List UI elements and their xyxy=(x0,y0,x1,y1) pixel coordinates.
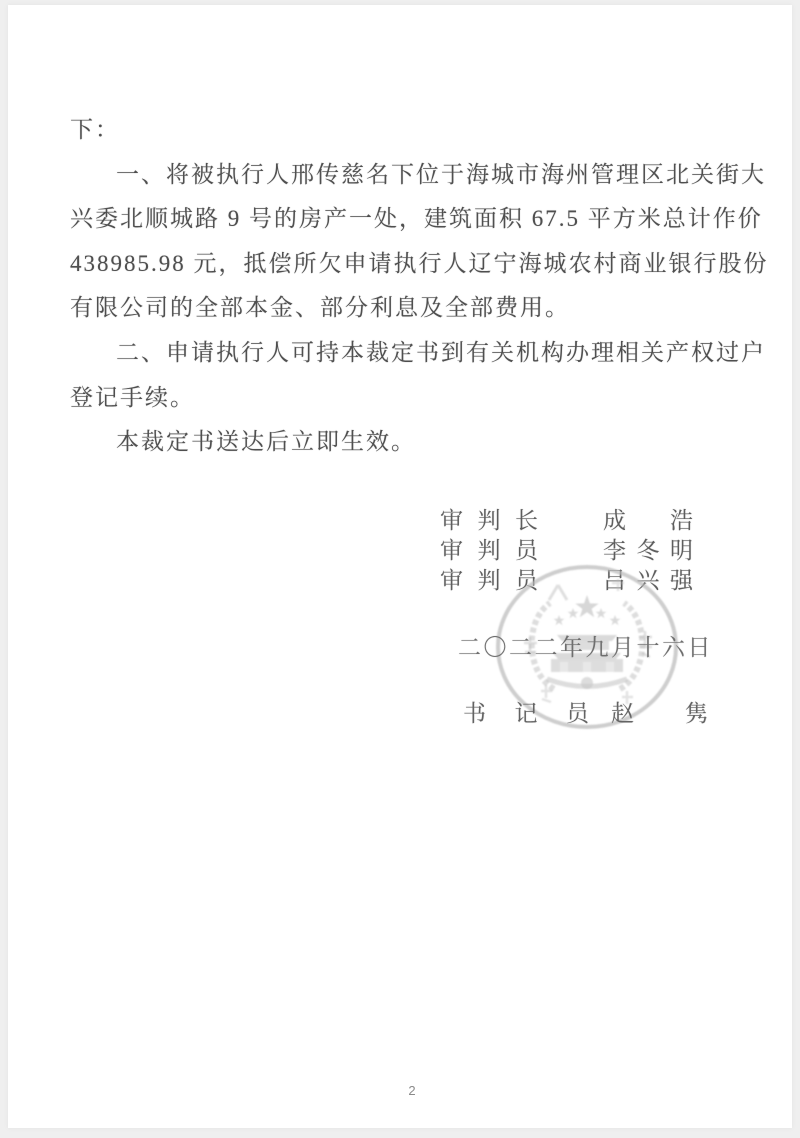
body-line: 登记手续。 xyxy=(70,384,195,410)
judge-role: 审判员 xyxy=(440,538,538,563)
judge-name: 成浩 xyxy=(603,508,693,533)
judge-role: 审判长 xyxy=(440,508,538,533)
clerk-role: 书记员 xyxy=(463,701,589,726)
clerk-name: 赵隽 xyxy=(611,701,708,726)
body-line: 二、申请执行人可持本裁定书到有关机构办理相关产权过户 xyxy=(116,339,766,365)
presiding-judge-line xyxy=(440,506,693,536)
judge-line xyxy=(440,536,693,566)
body-line: 本裁定书送达后立即生效。 xyxy=(116,429,416,455)
body-line: 兴委北顺城路 9 号的房产一处，建筑面积 67.5 平方米总计作价 xyxy=(70,206,763,232)
body-line: 下： xyxy=(70,117,120,142)
ruling-date: 二〇二二年九月十六日 xyxy=(458,635,713,660)
page-number: 2 xyxy=(408,1083,416,1098)
ruling-body xyxy=(70,108,769,465)
judge-name: 李冬明 xyxy=(603,538,693,563)
judge-role: 审判员 xyxy=(440,568,538,593)
judge-name: 吕兴强 xyxy=(603,568,693,593)
clerk-line xyxy=(463,695,708,728)
body-line: 有限公司的全部本金、部分利息及全部费用。 xyxy=(70,295,570,321)
body-line: 一、将被执行人邢传慈名下位于海城市海州管理区北关街大 xyxy=(116,161,766,187)
body-line: 438985.98 元，抵偿所欠申请执行人辽宁海城农村商业银行股份 xyxy=(70,250,769,276)
scanned-document-page xyxy=(8,5,792,1128)
